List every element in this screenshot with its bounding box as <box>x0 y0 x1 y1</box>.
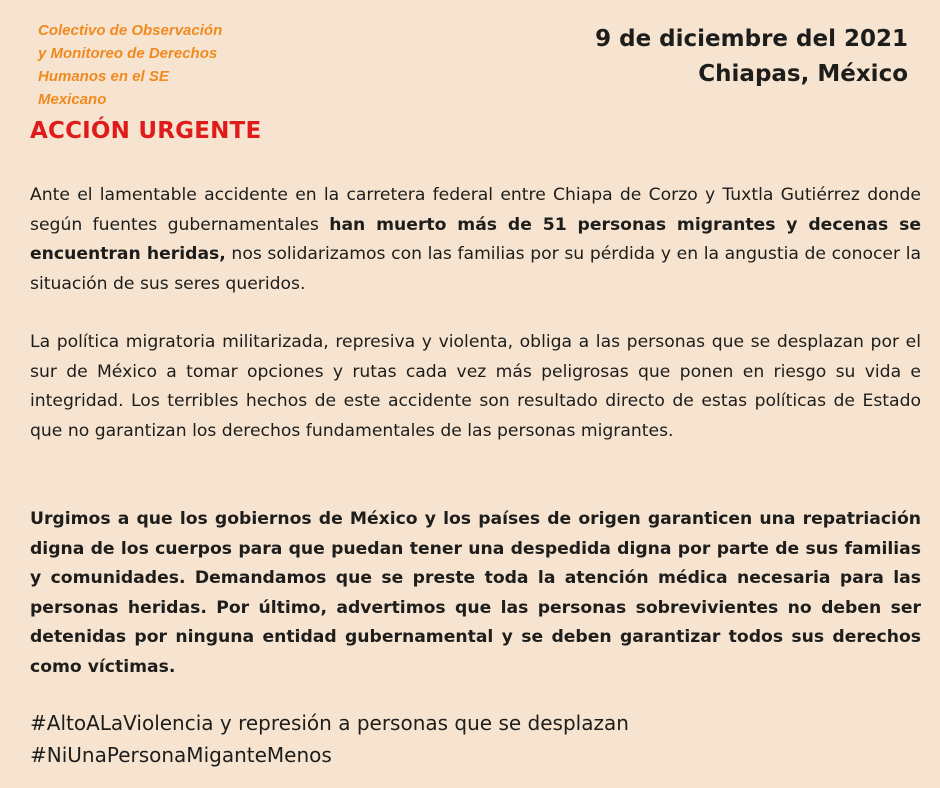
organization-line: Colectivo de Observación <box>38 22 223 39</box>
paragraph-accident-outro: nos solidarizamos con las familias por su pérdida y en la angustia de conocer la situación de sus seres queridos. <box>30 244 921 294</box>
hashtag-line: #NiUnaPersonaMiganteMenos <box>30 743 332 767</box>
organization-line: Humanos en el SE <box>38 68 169 85</box>
paragraph-policy: La política migratoria militarizada, represiva y violenta, obliga a las personas que se desplazan por el sur de México a tomar opciones y rutas cada vez más peligrosas que ponen en riesgo su vida e integridad. Los terribles hechos de este accidente son resultado directo de estas políticas de Estado que no garantizan los derechos fundamentales de las personas migrantes. <box>30 332 921 441</box>
paragraph-demands: Urgimos a que los gobiernos de México y los países de origen garanticen una repatriación digna de los cuerpos para que puedan tener una despedida digna por parte de sus familias y comunidades. Demandamos que se preste toda la atención médica necesaria para las personas heridas. Por último, advertimos que las personas sobrevivientes no deben ser detenidas por ninguna entidad gubernamental y se deben garantizar todos sus derechos como víctimas. <box>30 509 921 677</box>
organization-line: Mexicano <box>38 91 107 108</box>
paragraph-accident <box>30 181 921 299</box>
hashtag-line: #AltoALaViolencia y represión a personas que se desplazan <box>30 711 629 735</box>
date-location-block <box>595 22 908 92</box>
hashtags <box>30 707 629 771</box>
paragraph-accident-intro: Ante el lamentable accidente en la carretera federal entre Chiapa de Corzo y Tuxtla Gutiérrez donde según fuentes gubernamentales <box>30 185 921 235</box>
headline: ACCIÓN URGENTE <box>30 118 262 144</box>
organization-line: y Monitoreo de Derechos <box>38 45 218 62</box>
date: 9 de diciembre del 2021 <box>595 26 908 52</box>
location: Chiapas, México <box>698 61 908 87</box>
paragraph-accident-highlight: han muerto más de 51 personas migrantes y decenas se encuentran heridas, <box>30 214 921 264</box>
organization-name <box>38 19 268 111</box>
